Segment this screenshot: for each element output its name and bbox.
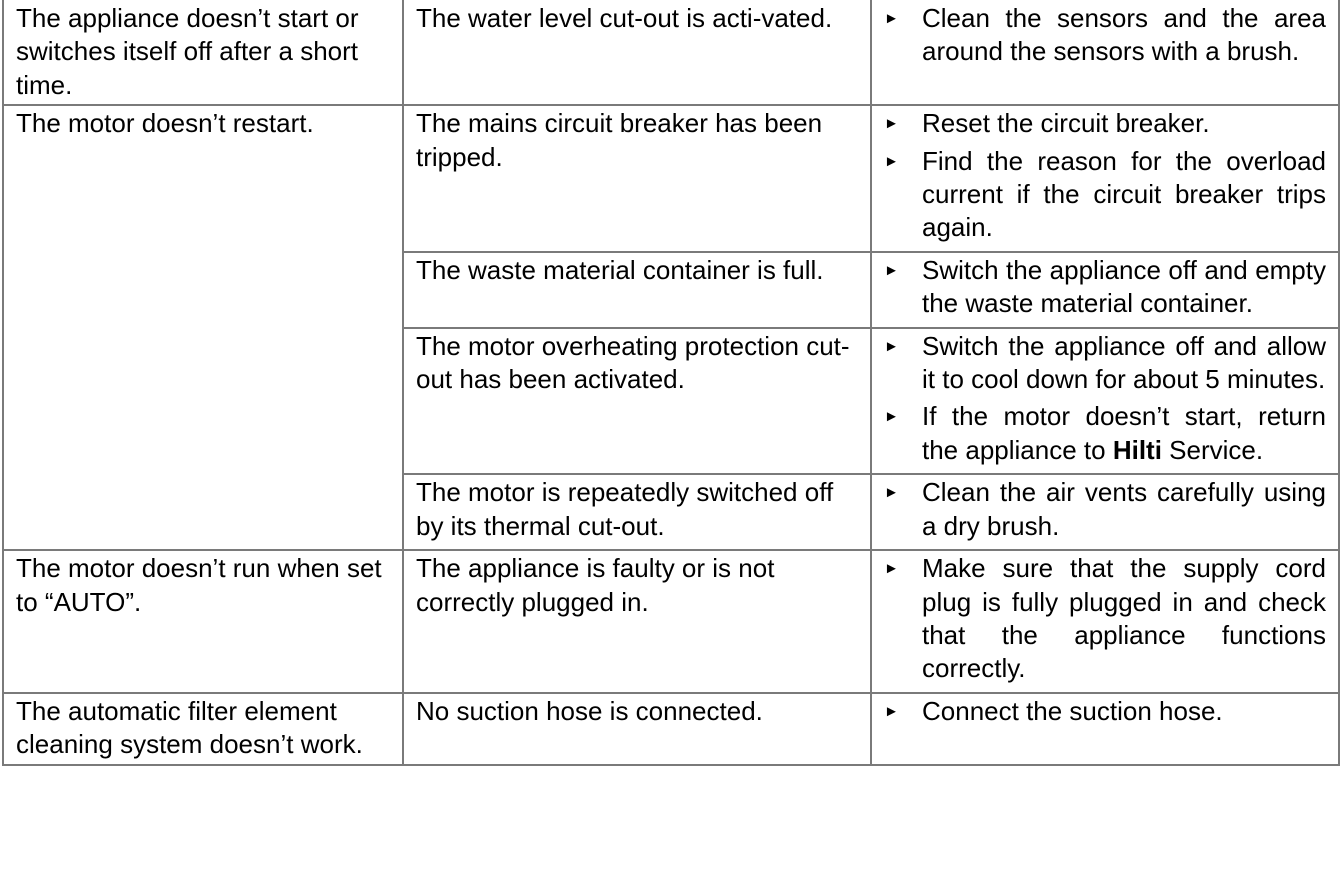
cause-cell [403, 0, 871, 105]
bullet-arrow-icon: ► [884, 408, 899, 426]
bullet-arrow-icon: ► [884, 337, 899, 355]
bullet-arrow-icon: ► [884, 115, 899, 133]
bullet-arrow-icon: ► [884, 560, 899, 578]
solution-cell [871, 550, 1339, 693]
fault-cell [3, 550, 403, 693]
cause-cell [403, 328, 871, 475]
solution-cell [871, 0, 1339, 105]
cause-text: The motor is repeatedly switched off by its thermal cut-out. [416, 477, 834, 541]
fault-cell [3, 693, 403, 765]
cause-text: The water level cut-out is acti-vated. [416, 3, 833, 33]
solution-text: Connect the suction hose. [922, 695, 1223, 726]
bullet-arrow-icon: ► [884, 702, 899, 720]
solution-item [884, 330, 1326, 397]
solution-text-part: Service. [1161, 434, 1264, 465]
solution-cell [871, 328, 1339, 475]
cause-cell [403, 474, 871, 550]
cause-text: The waste material container is full. [416, 254, 824, 285]
solution-item [884, 552, 1326, 686]
fault-cell [3, 105, 403, 550]
solution-cell [871, 252, 1339, 328]
bullet-arrow-icon: ► [884, 10, 899, 27]
table-row [3, 105, 1339, 252]
solution-cell [871, 693, 1339, 765]
solution-item [884, 695, 1326, 728]
cause-cell [403, 550, 871, 693]
cause-text: The appliance is faulty or is not correctly plugged in. [416, 553, 775, 617]
table-row [3, 693, 1339, 765]
cause-text: The motor overheating protection cut-out has been activated. [416, 330, 850, 395]
cause-text: No suction hose is connected. [416, 695, 763, 726]
table-row [3, 550, 1339, 693]
solution-item [884, 476, 1326, 543]
solution-text: Switch the appliance off and allow it to cool down for about 5 minutes. [922, 330, 1326, 395]
solution-item [884, 400, 1326, 467]
solution-text: Make sure that the supply cord plug is fully plugged in and check that the appliance functions correctly. [922, 553, 1326, 684]
solution-text: Reset the circuit breaker. [922, 108, 1210, 139]
solution-cell [871, 474, 1339, 550]
fault-text: The motor doesn’t run when set to “AUTO”. [16, 553, 382, 617]
solution-text [922, 400, 1326, 467]
troubleshooting-table [2, 0, 1340, 766]
fault-text: The automatic filter element cleaning system doesn’t work. [16, 695, 363, 760]
solution-item [884, 145, 1326, 245]
solution-item [884, 254, 1326, 321]
solution-cell [871, 105, 1339, 252]
solution-text: Switch the appliance off and empty the waste material container. [922, 254, 1326, 319]
solution-text-part: If the motor doesn’t start, return the appliance to [922, 401, 1326, 465]
brand-name: Hilti [1112, 434, 1162, 465]
fault-cell [3, 0, 403, 105]
cause-text: The mains circuit breaker has been tripped. [416, 108, 823, 172]
bullet-arrow-icon: ► [884, 152, 899, 170]
solution-text: Find the reason for the overload current if the circuit breaker trips again. [922, 145, 1326, 243]
fault-text: The motor doesn’t restart. [16, 108, 314, 139]
table-row [3, 0, 1339, 105]
cause-cell [403, 105, 871, 252]
solution-text: Clean the air vents carefully using a dry brush. [922, 477, 1326, 541]
fault-text: The appliance doesn’t start or switches itself off after a short time. [16, 3, 359, 100]
cause-cell [403, 252, 871, 328]
bullet-arrow-icon: ► [884, 261, 899, 279]
solution-item [884, 2, 1326, 69]
solution-item [884, 107, 1326, 140]
cause-cell [403, 693, 871, 765]
solution-text: Clean the sensors and the area around the sensors with a brush. [922, 3, 1326, 67]
bullet-arrow-icon: ► [884, 484, 899, 502]
